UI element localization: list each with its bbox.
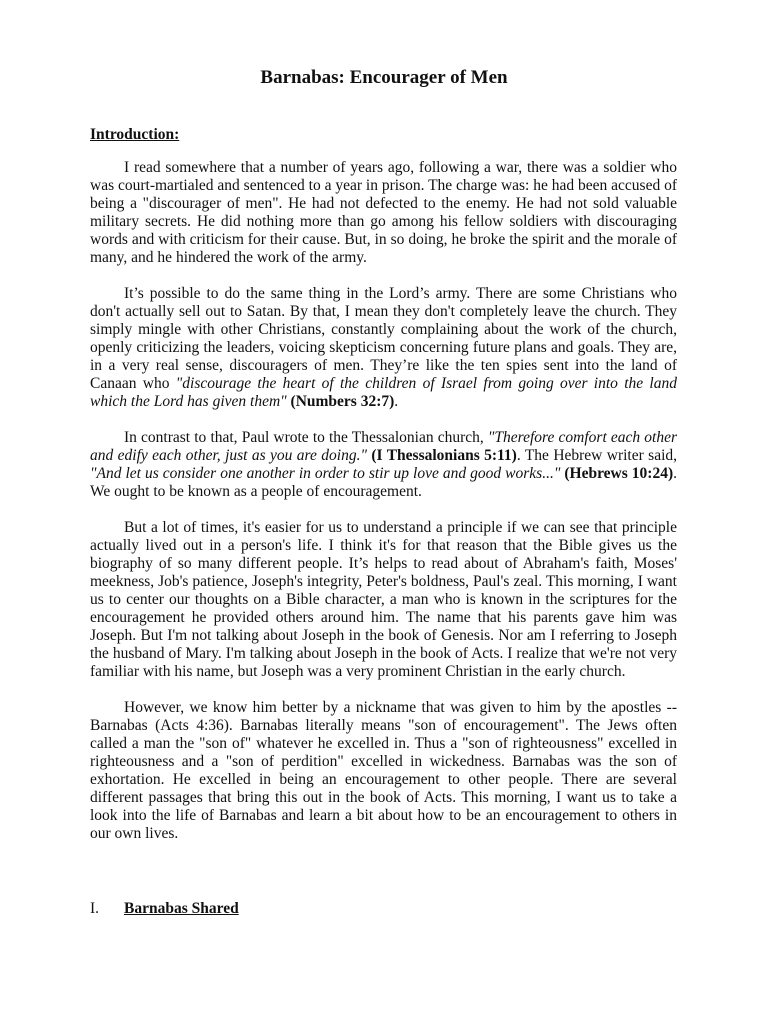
paragraph-text: . We ought to be known as a people of encouragement.	[90, 465, 677, 500]
paragraph-text: But a lot of times, it's easier for us to understand a principle if we can see that principle actually lived out in a person's life. I think it's for that reason that the Bible gives us the biography of so many different people. It’s helps to read about of Abraham's faith, Moses' meekness, Job's patience, Joseph's integrity, Peter's boldness, Paul's zeal. This morning, I want us to center our thoughts on a Bible character, a man who is known in the scriptures for the encouragement he provided others around him. The name that his parents gave him was Joseph. But I'm not talking about Joseph in the book of Genesis. Nor am I referring to Joseph the husband of Mary. I'm talking about Joseph in the book of Acts. I realize that we're not very familiar with his name, but Joseph was a very prominent Christian in the early church.	[90, 519, 677, 680]
scripture-reference: (Numbers 32:7)	[290, 393, 395, 410]
paragraph-text: I read somewhere that a number of years ago, following a war, there was a soldier who was court-martialed and sentenced to a year in prison. The charge was: he had been accused of being a "discourager of men". He had not defected to the enemy. He had not sold valuable military secrets. He did nothing more than go among his fellow soldiers with discouraging words and with criticism for their cause. But, in so doing, he broke the spirit and the morale of many, and he hindered the work of the army.	[90, 159, 677, 266]
outline-heading: Barnabas Shared	[124, 900, 239, 917]
outline-number: I.	[90, 900, 100, 917]
scripture-reference: (I Thessalonians 5:11)	[371, 447, 517, 464]
introduction-body	[90, 159, 677, 861]
paragraph-text: In contrast to that, Paul wrote to the Thessalonian church,	[124, 429, 488, 446]
intro-paragraph	[90, 429, 677, 501]
paragraph-text: However, we know him better by a nickname that was given to him by the apostles -- Barnabas (Acts 4:36). Barnabas literally means "son of encouragement". The Jews often called a man the "son of" whatever he excelled in. Thus a "son of righteousness" excelled in righteousness and a "son of perdition" excelled in wickedness. Barnabas was the son of exhortation. He excelled in being an encouragement to other people. There are several different passages that bring this out in the book of Acts. This morning, I want us to take a look into the life of Barnabas and learn a bit about how to be an encouragement to others in our own lives.	[90, 699, 677, 842]
sermon-outline	[90, 900, 239, 918]
intro-paragraph	[90, 285, 677, 411]
scripture-reference: (Hebrews 10:24)	[564, 465, 674, 482]
paragraph-text: . The Hebrew writer said,	[516, 447, 678, 464]
document-title: Barnabas: Encourager of Men	[260, 67, 508, 88]
introduction-heading: Introduction:	[90, 126, 180, 143]
paragraph-text: It’s possible to do the same thing in the Lord’s army. There are some Christians who don't actually sell out to Satan. By that, I mean they don't completely leave the church. They simply mingle with other Christians, constantly complaining about the work of the church, openly criticizing the leaders, voicing skepticism concerning future plans and goals. They are, in a very real sense, discouragers of men. They’re like the ten spies sent into the land of Canaan who	[90, 285, 677, 392]
intro-paragraph	[90, 519, 677, 681]
scripture-quote: "Therefore comfort each other and edify each other, just as you are doing."	[90, 429, 677, 464]
scripture-quote: "discourage the heart of the children of Israel from going over into the land which the Lord has given them"	[90, 375, 677, 410]
scripture-quote: "And let us consider one another in order to stir up love and good works..."	[90, 465, 561, 482]
paragraph-text: .	[394, 393, 399, 410]
intro-paragraph	[90, 159, 677, 267]
intro-paragraph	[90, 699, 677, 843]
outline-item	[90, 900, 239, 918]
